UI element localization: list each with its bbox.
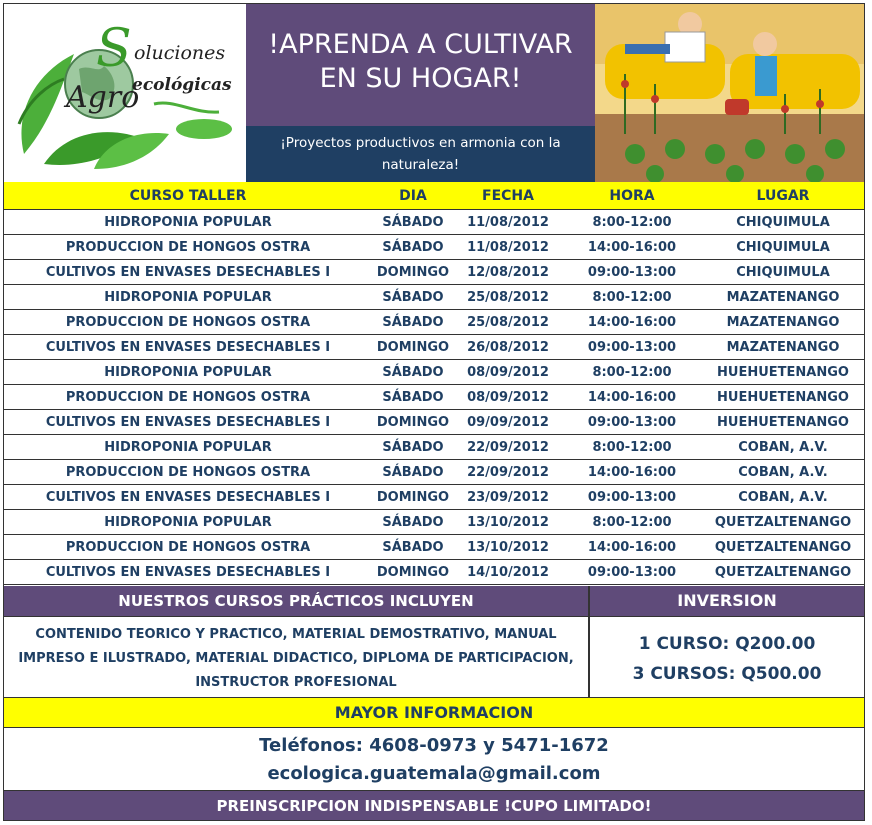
cell-hora: 8:00-12:00 xyxy=(592,214,672,230)
cell-lugar: COBAN, A.V. xyxy=(738,489,828,505)
cell-fecha: 22/09/2012 xyxy=(467,464,549,480)
table-row xyxy=(4,210,864,235)
cell-hora: 09:00-13:00 xyxy=(587,489,677,505)
cell-fecha: 23/09/2012 xyxy=(467,489,549,505)
cell-dia: SÁBADO xyxy=(382,439,444,455)
investment-heading: INVERSION xyxy=(588,586,864,616)
cell-dia: SÁBADO xyxy=(382,464,444,480)
cell-curso: PRODUCCION DE HONGOS OSTRA xyxy=(65,464,311,480)
email-address: ecologica.guatemala@gmail.com xyxy=(267,763,601,784)
cell-dia: SÁBADO xyxy=(382,514,444,530)
col-hora: HORA xyxy=(609,187,655,204)
cell-dia: DOMINGO xyxy=(376,564,450,580)
cell-dia: SÁBADO xyxy=(382,289,444,305)
gardening-illustration-icon xyxy=(595,4,864,182)
cell-curso: PRODUCCION DE HONGOS OSTRA xyxy=(65,539,311,555)
cell-curso: HIDROPONIA POPULAR xyxy=(104,289,272,305)
includes-heading: NUESTROS CURSOS PRÁCTICOS INCLUYEN xyxy=(118,592,474,610)
table-row xyxy=(4,560,864,585)
col-curso: CURSO TALLER xyxy=(129,187,247,204)
cell-hora: 8:00-12:00 xyxy=(592,364,672,380)
leaf-logo-icon xyxy=(4,4,246,182)
table-row xyxy=(4,310,864,335)
title-line-2: EN SU HOGAR! xyxy=(319,63,522,94)
col-lugar: LUGAR xyxy=(756,187,810,204)
cell-hora: 09:00-13:00 xyxy=(587,264,677,280)
cell-curso: PRODUCCION DE HONGOS OSTRA xyxy=(65,389,311,405)
svg-text:oluciones: oluciones xyxy=(134,42,226,64)
cell-curso: CULTIVOS EN ENVASES DESECHABLES I xyxy=(45,339,331,355)
includes-text: CONTENIDO TEORICO Y PRACTICO, MATERIAL DEMOSTRATIVO, MANUAL IMPRESO E ILUSTRADO, MATERIAL DIDACTICO, DIPLOMA DE PARTICIPACION, INSTRUCTOR PROFESIONAL xyxy=(18,627,574,690)
cell-curso: CULTIVOS EN ENVASES DESECHABLES I xyxy=(45,489,331,505)
cell-lugar: MAZATENANGO xyxy=(726,289,840,305)
includes-body xyxy=(4,616,864,698)
cell-hora: 09:00-13:00 xyxy=(587,414,677,430)
cell-fecha: 11/08/2012 xyxy=(467,214,549,230)
cell-lugar: QUETZALTENANGO xyxy=(714,514,852,530)
logo xyxy=(4,4,246,182)
col-dia: DIA xyxy=(399,187,427,204)
cell-curso: CULTIVOS EN ENVASES DESECHABLES I xyxy=(45,264,331,280)
title-line-1: !APRENDA A CULTIVAR xyxy=(268,29,573,60)
cell-lugar: MAZATENANGO xyxy=(726,339,840,355)
cell-dia: DOMINGO xyxy=(376,489,450,505)
table-row xyxy=(4,385,864,410)
price-3-courses: 3 CURSOS: Q500.00 xyxy=(632,664,822,684)
cell-curso: CULTIVOS EN ENVASES DESECHABLES I xyxy=(45,414,331,430)
cell-fecha: 25/08/2012 xyxy=(467,289,549,305)
cell-curso: PRODUCCION DE HONGOS OSTRA xyxy=(65,239,311,255)
cell-fecha: 11/08/2012 xyxy=(467,239,549,255)
price-1-course: 1 CURSO: Q200.00 xyxy=(638,634,816,654)
cell-hora: 14:00-16:00 xyxy=(587,314,677,330)
subtitle: ¡Proyectos productivos en armonia con la naturaleza! xyxy=(246,126,595,182)
cell-dia: DOMINGO xyxy=(376,264,450,280)
cell-lugar: MAZATENANGO xyxy=(726,314,840,330)
cell-curso: PRODUCCION DE HONGOS OSTRA xyxy=(65,314,311,330)
cell-dia: DOMINGO xyxy=(376,339,450,355)
cell-lugar: HUEHUETENANGO xyxy=(717,364,849,380)
cell-curso: HIDROPONIA POPULAR xyxy=(104,514,272,530)
cell-fecha: 25/08/2012 xyxy=(467,314,549,330)
col-fecha: FECHA xyxy=(482,187,534,204)
cell-fecha: 08/09/2012 xyxy=(467,364,549,380)
cell-curso: HIDROPONIA POPULAR xyxy=(104,364,272,380)
table-row xyxy=(4,335,864,360)
cell-dia: DOMINGO xyxy=(376,414,450,430)
table-row xyxy=(4,435,864,460)
cell-hora: 14:00-16:00 xyxy=(587,539,677,555)
cell-dia: SÁBADO xyxy=(382,239,444,255)
cell-dia: SÁBADO xyxy=(382,314,444,330)
cell-lugar: CHIQUIMULA xyxy=(736,239,830,255)
table-header xyxy=(4,182,864,210)
cell-hora: 09:00-13:00 xyxy=(587,564,677,580)
title-panel xyxy=(246,4,595,126)
header xyxy=(4,4,864,182)
cell-fecha: 22/09/2012 xyxy=(467,439,549,455)
cell-fecha: 13/10/2012 xyxy=(467,539,549,555)
cell-lugar: COBAN, A.V. xyxy=(738,439,828,455)
cell-fecha: 26/08/2012 xyxy=(467,339,549,355)
table-row xyxy=(4,235,864,260)
cell-lugar: CHIQUIMULA xyxy=(736,264,830,280)
cell-curso: CULTIVOS EN ENVASES DESECHABLES I xyxy=(45,564,331,580)
cell-hora: 09:00-13:00 xyxy=(587,339,677,355)
cell-curso: HIDROPONIA POPULAR xyxy=(104,214,272,230)
table-row xyxy=(4,360,864,385)
cell-lugar: CHIQUIMULA xyxy=(736,214,830,230)
table-row xyxy=(4,260,864,285)
cell-lugar: COBAN, A.V. xyxy=(738,464,828,480)
table-row xyxy=(4,410,864,435)
table-row xyxy=(4,510,864,535)
cell-lugar: QUETZALTENANGO xyxy=(714,539,852,555)
cell-hora: 8:00-12:00 xyxy=(592,439,672,455)
includes-header xyxy=(4,586,864,616)
cell-dia: SÁBADO xyxy=(382,364,444,380)
gardening-illustration xyxy=(595,4,864,182)
cell-fecha: 13/10/2012 xyxy=(467,514,549,530)
cell-dia: SÁBADO xyxy=(382,539,444,555)
cell-hora: 8:00-12:00 xyxy=(592,514,672,530)
table-row xyxy=(4,285,864,310)
cell-fecha: 14/10/2012 xyxy=(467,564,549,580)
svg-text:S: S xyxy=(96,19,132,79)
table-row xyxy=(4,535,864,560)
cell-dia: SÁBADO xyxy=(382,389,444,405)
phone-numbers: Teléfonos: 4608-0973 y 5471-1672 xyxy=(259,735,609,756)
flyer xyxy=(3,3,865,821)
table-row xyxy=(4,460,864,485)
cell-fecha: 09/09/2012 xyxy=(467,414,549,430)
investment-prices xyxy=(588,617,864,697)
schedule-table xyxy=(4,182,864,585)
cell-hora: 8:00-12:00 xyxy=(592,289,672,305)
logo-word-ecologicas: ecológicas xyxy=(132,75,232,95)
cell-hora: 14:00-16:00 xyxy=(587,464,677,480)
cell-hora: 14:00-16:00 xyxy=(587,239,677,255)
footer-notice: PREINSCRIPCION INDISPENSABLE !CUPO LIMITADO! xyxy=(4,790,864,820)
contact-info xyxy=(4,728,864,790)
cell-lugar: HUEHUETENANGO xyxy=(717,389,849,405)
cell-curso: HIDROPONIA POPULAR xyxy=(104,439,272,455)
logo-word-agro: Agro xyxy=(66,80,140,115)
cell-fecha: 08/09/2012 xyxy=(467,389,549,405)
cell-lugar: HUEHUETENANGO xyxy=(717,414,849,430)
info-heading: MAYOR INFORMACION xyxy=(4,698,864,728)
cell-hora: 14:00-16:00 xyxy=(587,389,677,405)
cell-dia: SÁBADO xyxy=(382,214,444,230)
cell-lugar: QUETZALTENANGO xyxy=(714,564,852,580)
table-row xyxy=(4,485,864,510)
cell-fecha: 12/08/2012 xyxy=(467,264,549,280)
